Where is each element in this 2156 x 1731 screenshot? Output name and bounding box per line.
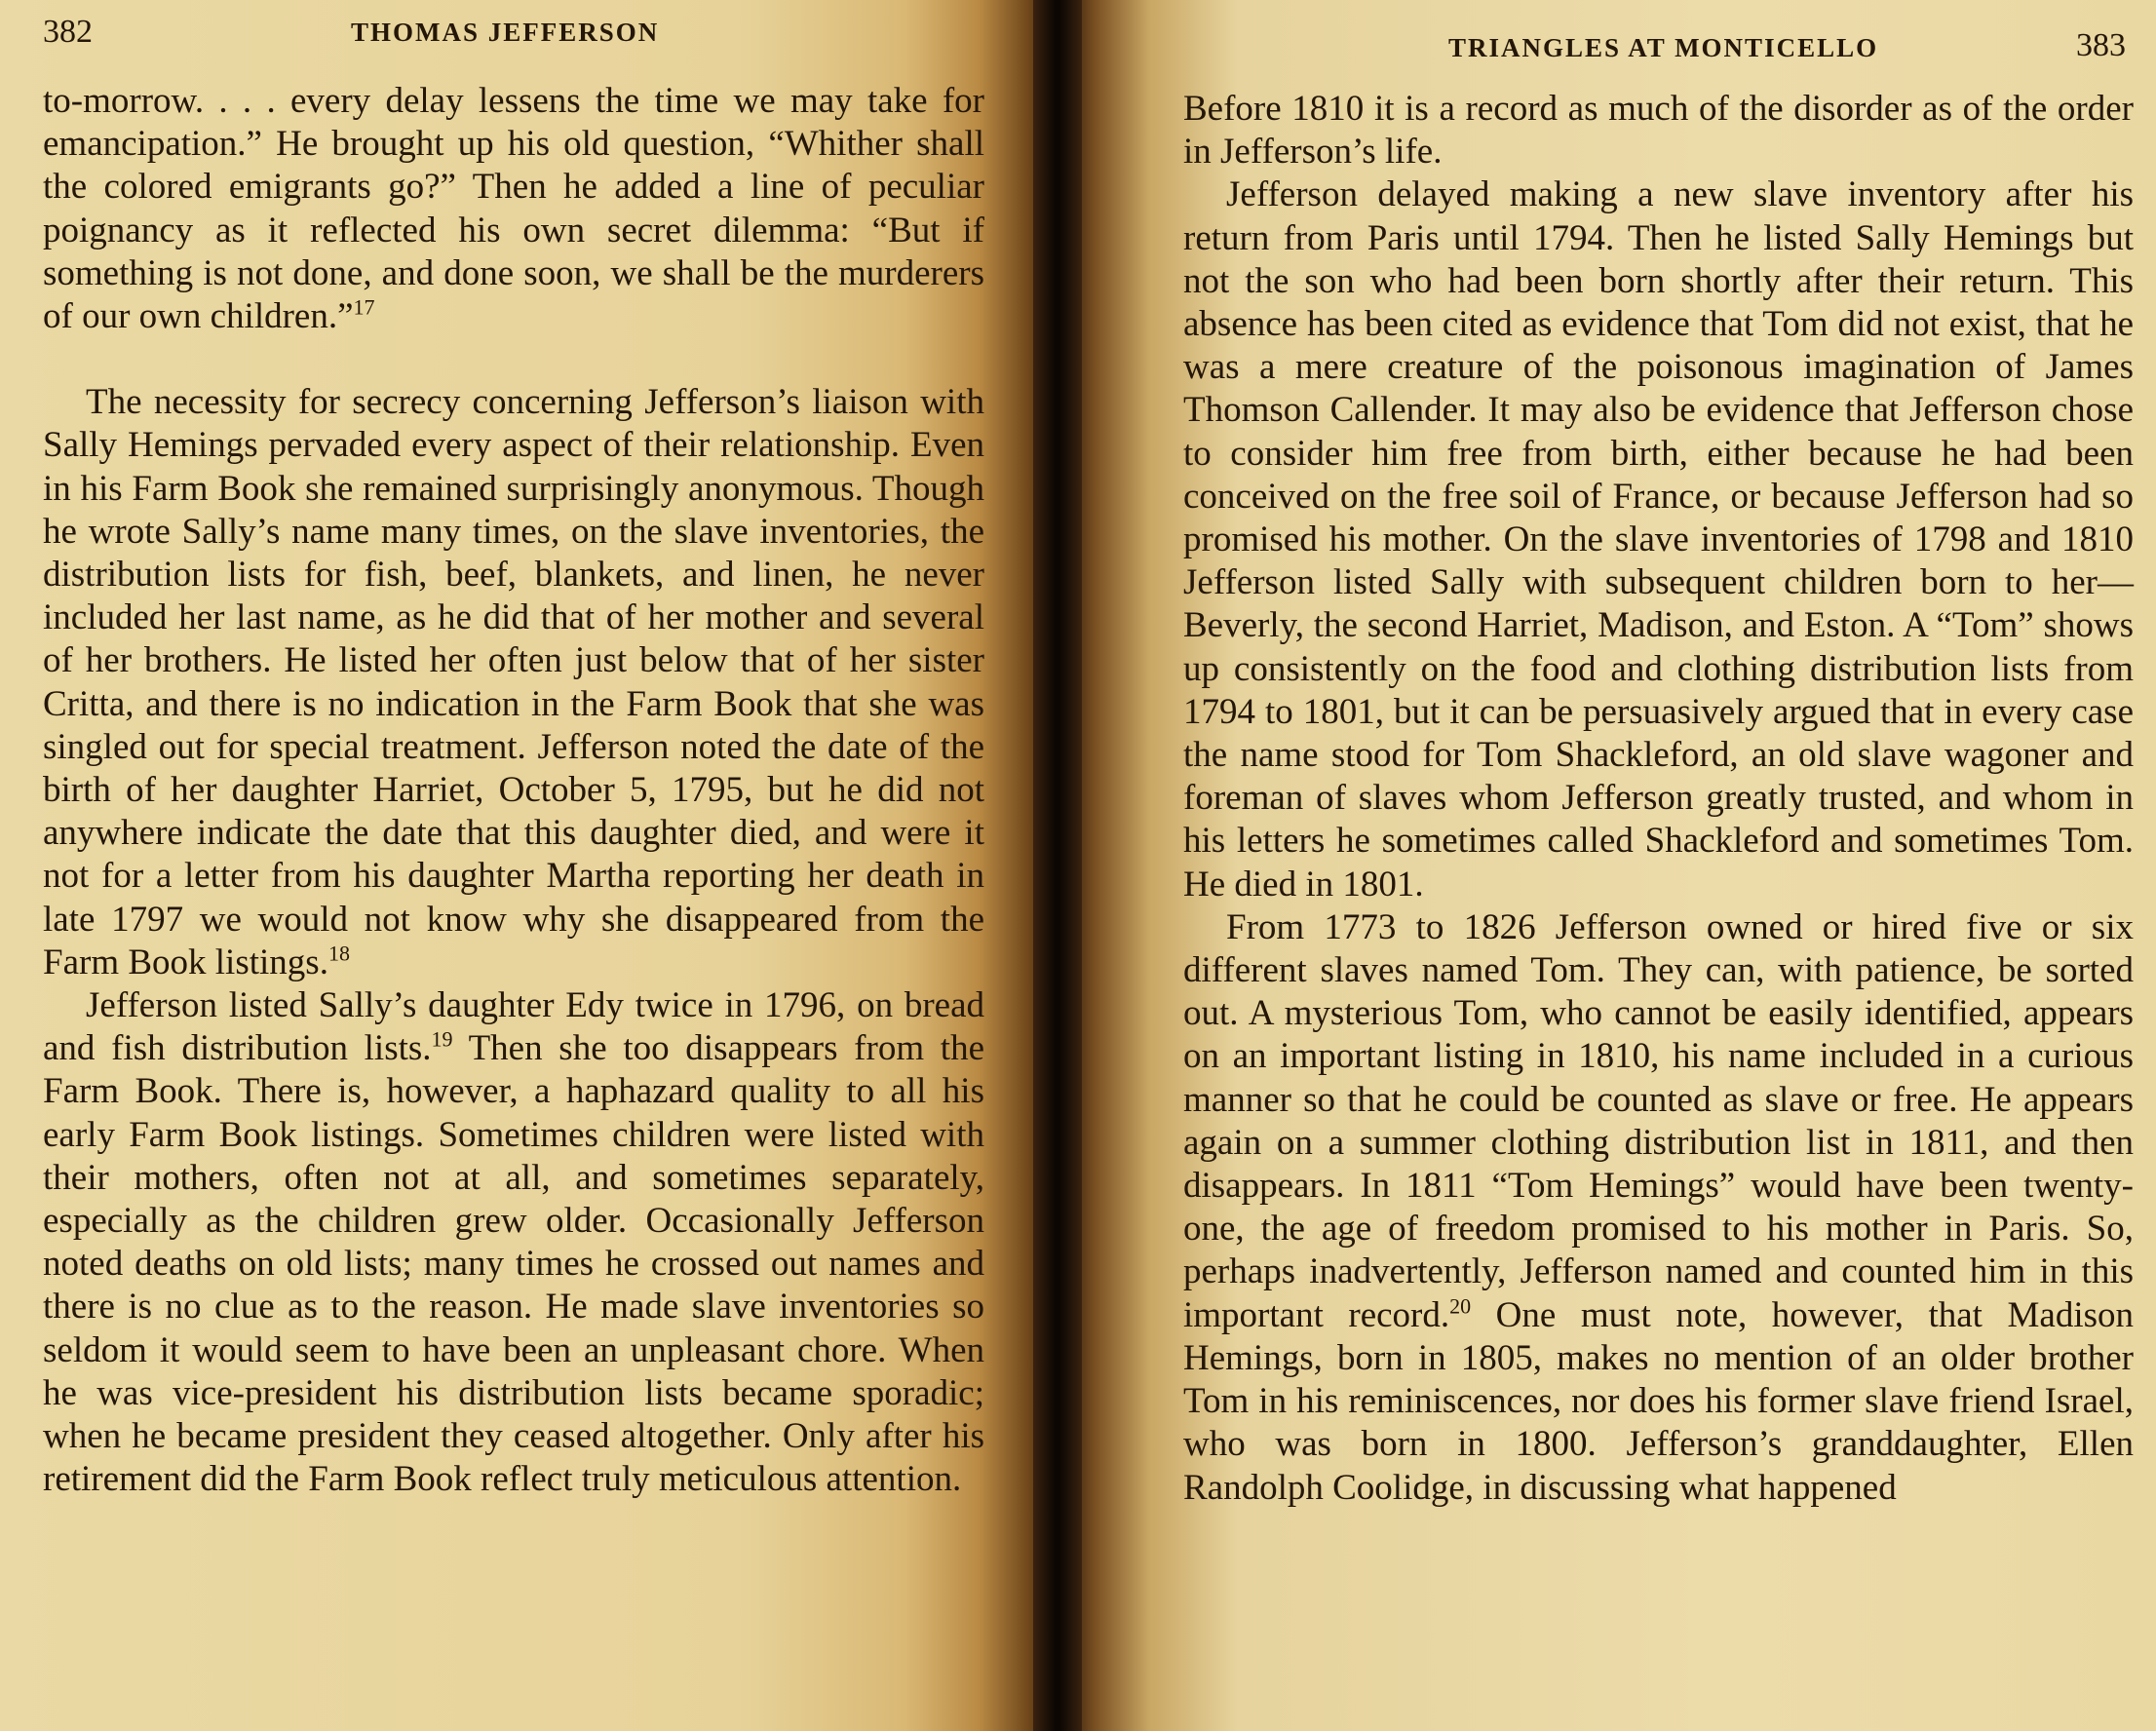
footnote-ref: 19 — [431, 1026, 453, 1052]
footnote-ref: 17 — [353, 294, 375, 320]
right-page — [1062, 0, 2156, 1731]
paragraph-text: Jefferson listed Sally’s daughter Edy twice in 1796, on bread and fish distribution lists. — [43, 985, 984, 1069]
page-body — [1183, 88, 2134, 1510]
footnote-ref: 20 — [1449, 1293, 1472, 1319]
paragraph — [1183, 173, 2134, 905]
book-gutter — [1033, 0, 1082, 1731]
paragraph-text: One must note, however, that Madison Hemings, born in 1805, makes no mention of an older brother Tom in his reminiscences, nor does his former slave friend Israel, who was born in 1800. Jefferson’s granddaughter, Ellen Randolph Coolidge, in discussing what happened — [1183, 1294, 2134, 1508]
paragraph-text: Then she too disappears from the Farm Book. There is, however, a haphazard quality to all his early Farm Book listings. Sometimes children were listed with their mothers, often not at all, and sometimes separately, especially as the children grew older. Occasionally Jefferson noted deaths on old lists; many times he crossed out names and there is no clue as to the reason. He made slave inventories so seldom it would seem to have been an unpleasant chore. When he was vice-president his distribution lists became sporadic; when he became president they ceased altogether. Only after his retirement did the Farm Book reflect truly meticulous attention. — [43, 1028, 985, 1500]
paragraph — [43, 984, 984, 1501]
page-number: 382 — [43, 14, 93, 50]
running-head: THOMAS JEFFERSON — [351, 18, 660, 47]
page-number: 383 — [2076, 27, 2126, 63]
paragraph — [43, 381, 984, 984]
paragraph-text: Before 1810 it is a record as much of the disorder as of the order in Jefferson’s life. — [1183, 89, 2134, 173]
paragraph-text: to-morrow. . . . every delay lessens the time we may take for emancipation.” He brought up his old question, “Whither shall the colored emigrants go?” Then he added a line of peculiar poignancy as it reflected his own secret dilemma: “But if something is not done, and done soon, we shall be the murderers of our own children.” — [43, 81, 984, 337]
paragraph — [1183, 88, 2134, 173]
paragraph-text: The necessity for secrecy concerning Jefferson’s liaison with Sally Hemings pervaded every aspect of their relationship. Even in his Farm Book she remained surprisingly anonymous. Though he wrote Sally’s name many times, on the slave inventories, the distribution lists for fish, beef, blankets, and linen, he never included her last name, as he did that of her mother and several of her brothers. He listed her often just below that of her sister Critta, and there is no indication in the Farm Book that she was singled out for special treatment. Jefferson noted the date of the birth of her daughter Harriet, October 5, 1795, but he did not anywhere indicate the date that this daughter died, and were it not for a letter from his daughter Martha reporting her death in late 1797 we would not know why she disappeared from the Farm Book listings. — [43, 382, 984, 982]
paragraph-text: Jefferson delayed making a new slave inventory after his return from Paris until 1794. Then he listed Sally Hemings but not the son who had been born shortly after their return. This absence has been cited as evidence that Tom did not exist, that he was a mere creature of the poisonous imagination of James Thomson Callender. It may also be evidence that Jefferson chose to consider him free from birth, either because he had been conceived on the free soil of France, or because Jefferson had so promised his mother. On the slave inventories of 1798 and 1810 Jefferson listed Sally with subsequent children born to her—Beverly, the second Harriet, Madison, and Eston. A “Tom” shows up consistently on the food and clothing distribution lists from 1794 to 1801, but it can be persuasively argued that in every case the name stood for Tom Shackleford, an old slave wagoner and foreman of slaves whom Jefferson greatly trusted, and whom in his letters he sometimes called Shackleford and sometimes Tom. He died in 1801. — [1183, 174, 2134, 904]
paragraph — [43, 80, 984, 338]
page-body — [43, 80, 984, 1502]
footnote-ref: 18 — [327, 941, 350, 966]
left-page — [0, 0, 1053, 1731]
paragraph — [1183, 906, 2134, 1510]
running-head: TRIANGLES AT MONTICELLO — [1448, 33, 1879, 62]
paragraph-text: From 1773 to 1826 Jefferson owned or hired five or six different slaves named Tom. They can, with patience, be sorted out. A mysterious Tom, who cannot be easily identified, appears on an important listing in 1810, his name included in a curious manner so that he could be counted as slave or free. He appears again on a summer clothing distribution list in 1811, and then disappears. In 1811 “Tom Hemings” would have been twenty-one, the age of freedom promised to his mother in Paris. So, perhaps inadvertently, Jefferson named and counted him in this important record. — [1183, 906, 2134, 1335]
